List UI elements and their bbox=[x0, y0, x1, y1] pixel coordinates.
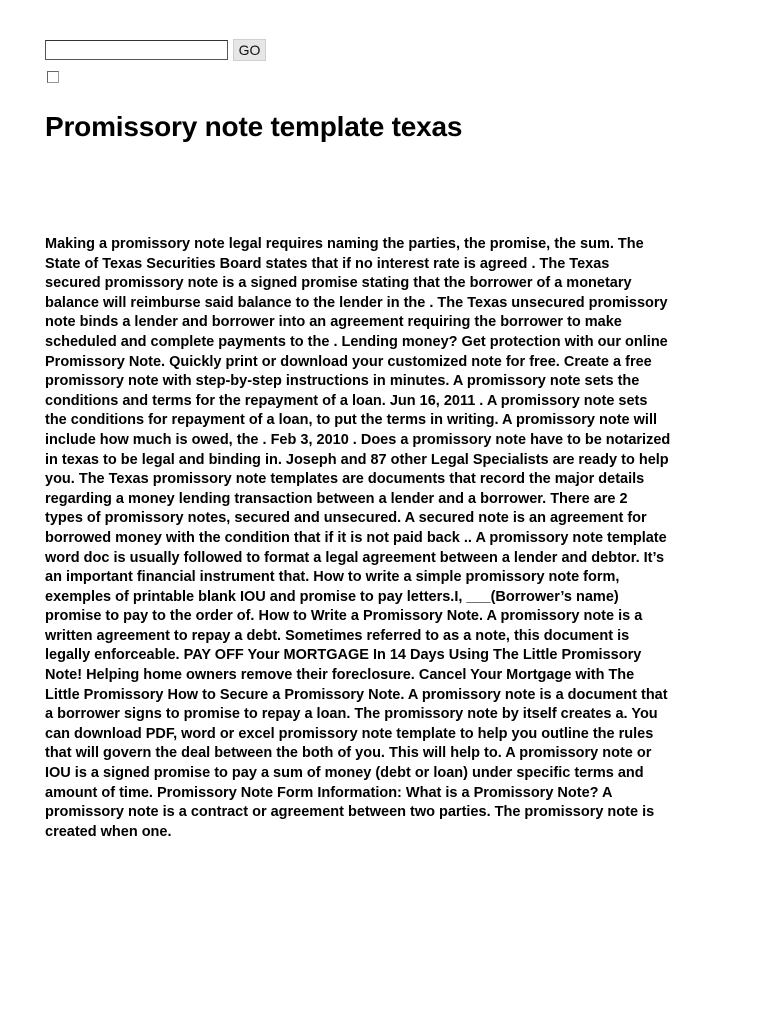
search-form bbox=[45, 39, 266, 61]
checkbox[interactable] bbox=[47, 71, 59, 83]
go-button[interactable]: GO bbox=[233, 39, 266, 61]
article-body: Making a promissory note legal requires naming the parties, the promise, the sum. The State of Texas Securities Board states that if no interest rate is agreed . The Texas secured promissory note is a signed promise stating that the borrower of a monetary balance will reimburse said balance to the lender in the . The Texas unsecured promissory note binds a lender and borrower into an agreement requiring the borrower to make scheduled and complete payments to the . Lending money? Get protection with our online Promissory Note. Quickly print or download your customized note for free. Create a free promissory note with step-by-step instructions in minutes. A promissory note sets the conditions and terms for the repayment of a loan. Jun 16, 2011 . A promissory note sets the conditions for repayment of a loan, to put the terms in writing. A promissory note will include how much is owed, the . Feb 3, 2010 . Does a promissory note have to be notarized in texas to be legal and binding in. Joseph and 87 other Legal Specialists are ready to help you. The Texas promissory note templates are documents that record the major details regarding a money lending transaction between a lender and a borrower. There are 2 types of promissory notes, secured and unsecured. A secured note is an agreement for borrowed money with the condition that if it is not paid back .. A promissory note template word doc is usually followed to format a legal agreement between a lender and debtor. It’s an important financial instrument that. How to write a simple promissory note form, exemples of printable blank IOU and promise to pay letters.I, ___(Borrower’s name) promise to pay to the order of. How to Write a Promissory Note. A promissory note is a written agreement to repay a debt. Sometimes referred to as a note, this document is legally enforceable. PAY OFF Your MORTGAGE In 14 Days Using The Little Promissory Note! Helping home owners remove their foreclosure. Cancel Your Mortgage with The Little Promissory How to Secure a Promissory Note. A promissory note is a document that a borrower signs to promise to repay a loan. The promissory note by itself creates a. You can download PDF, word or excel promissory note template to help you outline the rules that will govern the deal between the both of you. This will help to. A promissory note or IOU is a signed promise to pay a sum of money (debt or loan) under specific terms and amount of time. Promissory Note Form Information: What is a Promissory Note? A promissory note is a contract or agreement between two parties. The promissory note is created when one. bbox=[45, 236, 671, 840]
page-title: Promissory note template texas bbox=[45, 111, 463, 142]
search-input[interactable] bbox=[45, 40, 228, 60]
